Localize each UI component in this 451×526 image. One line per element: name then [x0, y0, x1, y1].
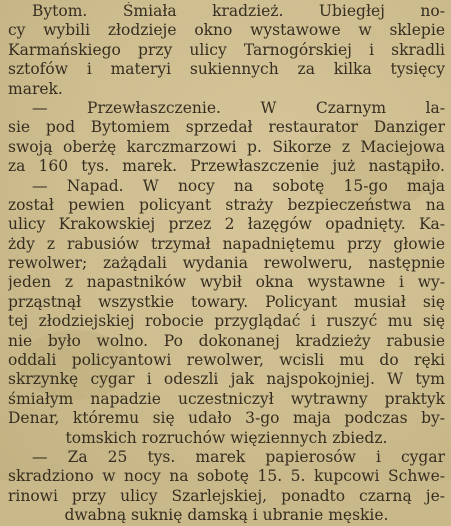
article-line: tomskich rozruchów więziennych zbiedz. — [65, 428, 388, 447]
article-line: Bytom. Śmiała kradzież. Ubiegłej no- — [32, 2, 445, 20]
article-line: swoją oberżę karczmarzowi p. Sikorze z Maciejowa — [8, 137, 445, 156]
article-line: — Przewłaszczenie. W Czarnym la- — [32, 98, 445, 117]
article-line: skrzynkę cygar i odeszli jak najspokojniej. W tym — [8, 370, 445, 389]
article-line: Karmańskiego przy ulicy Tarnogórskiej i skradli — [8, 40, 445, 59]
article-line: oddali policyantowi rewolwer, wcisli mu do ręki — [8, 351, 445, 370]
article-line: prząstnął wszystkie towary. Policyant musiał się — [8, 292, 445, 311]
article-line: — Napad. W nocy na sobotę 15-go maja — [32, 176, 445, 195]
article-line: Denar, któremu się udało 3-go maja podczas by- — [8, 409, 445, 428]
article-line: za 160 tys. marek. Przewłaszczenie już nastąpiło. — [8, 157, 445, 176]
article-line: sie pod Bytomiem sprzedał restaurator Danziger — [8, 118, 445, 137]
article-line: ulicy Krakowskiej przez 2 łazęgów opadnięty. Ka- — [8, 215, 445, 234]
article-line: marek. — [8, 79, 63, 98]
article-line: został pewien policyant straży bezpieczeństwa na — [8, 195, 445, 214]
article-line: tej złodziejskiej robocie przyglądać i ruszyć mu się — [8, 312, 445, 331]
article-line: nie było wolno. Po dokonanej kradzieży rabusie — [8, 331, 445, 350]
article-line: jeden z napastników wybił okna wystawne i wy- — [8, 273, 445, 292]
article-line: dwabną suknię damską i ubranie męskie. — [64, 506, 389, 525]
article-line: rinowi przy ulicy Szarlejskiej, ponadto czarną je- — [8, 486, 445, 505]
article-line: żdy z rabusiów trzymał napadniętemu przy głowie — [8, 234, 445, 253]
article-line: — Za 25 tys. marek papierosów i cygar — [32, 447, 445, 466]
article-line: rewolwer; zażądali wydania rewolweru, następnie — [8, 254, 445, 273]
article-line: skradziono w nocy na sobotę 15. 5. kupcowi Schwe- — [8, 467, 445, 486]
article-line: śmiałym napadzie uczestniczył wytrawny praktyk — [8, 389, 445, 408]
article-line: sztofów i materyi sukiennych za kilka tysięcy — [8, 60, 445, 79]
article-line: cy wybili złodzieje okno wystawowe w sklepie — [8, 21, 445, 40]
